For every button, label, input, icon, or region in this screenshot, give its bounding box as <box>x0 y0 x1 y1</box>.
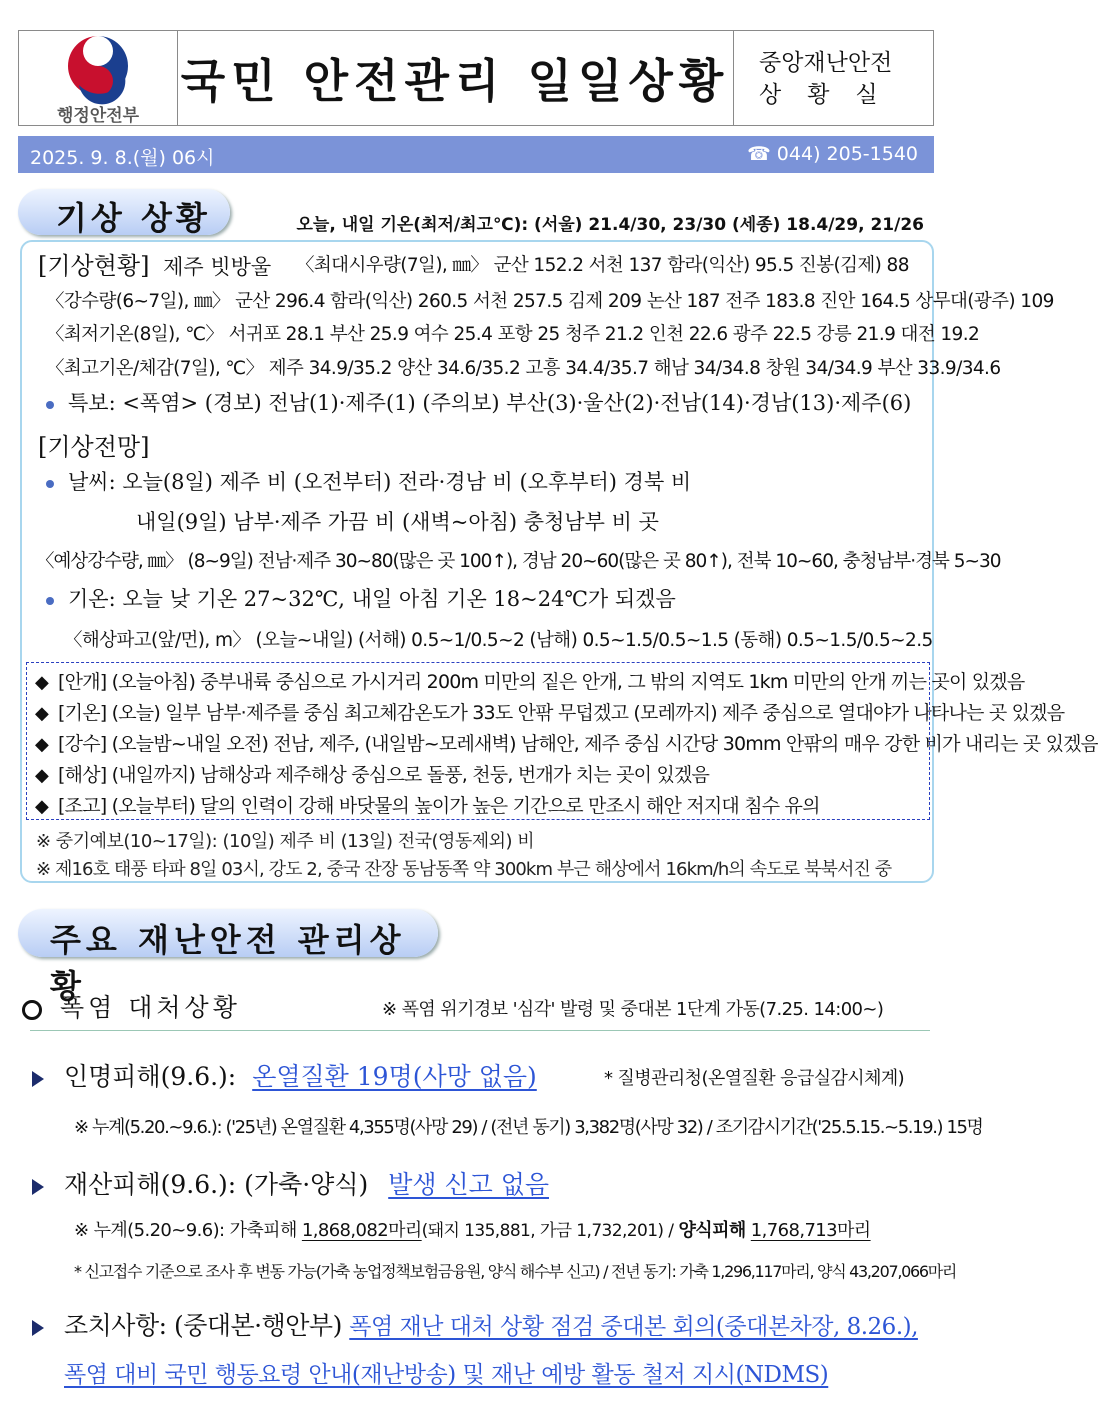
notice-item: ◆ [안개] (오늘아침) 중부내륙 중심으로 가시거리 200m 미만의 짙은 안개, 그 밖의 지역도 1km 미만의 안개 끼는 곳이 있겠음 <box>35 671 1025 693</box>
notice-box <box>26 662 1098 820</box>
triangle-bullet-icon <box>32 1179 44 1195</box>
office-line-1: 중앙재난안전 <box>759 50 893 76</box>
property-total-prefix: ※ 누계(5.20~9.6): 가축피해 <box>74 1220 297 1241</box>
notice-item: ◆ [강수] (오늘밤~내일 오전) 전남, 제주, (내일밤~모레새벽) 남해안, 제주 중심 시간당 30mm 안팎의 매우 강한 비가 내리는 곳 있겠음 <box>35 733 1098 755</box>
rainfall-totals: 〈강수량(6~7일), ㎜〉 군산 296.4 함라(익산) 260.5 서천 257.5 김제 209 논산 187 전주 183.8 진안 164.5 상무대(광주) 109 <box>46 291 1054 312</box>
min-temperatures: 〈최저기온(8일), ℃〉 서귀포 28.1 부산 25.9 여수 25.4 포항 25 청주 21.2 인천 22.6 광주 22.5 강릉 21.9 대전 19.2 <box>46 324 980 345</box>
notice-item: ◆ [해상] (내일까지) 남해상과 제주해상 중심으로 돌풍, 천둥, 번개가 치는 곳이 있겠음 <box>35 764 710 786</box>
weather-heading-pill <box>18 189 230 235</box>
heatwave-title: 폭염 대처상황 <box>60 993 241 1022</box>
temperature-forecast: 기온: 오늘 낮 기온 27~32℃, 내일 아침 기온 18~24℃가 되겠음 <box>68 587 676 611</box>
weather-tomorrow: 내일(9일) 남부·제주 가끔 비 (새벽~아침) 충청남부 비 곳 <box>136 510 659 534</box>
max-temperatures: 〈최고기온/체감(7일), ℃〉 제주 34.9/35.2 양산 34.6/35.2 고흥 34.4/35.7 해남 34/34.8 창원 34/34.9 부산 33.9/34.6 <box>46 358 1001 379</box>
property-value: 발생 신고 없음 <box>388 1170 549 1199</box>
casualty-label: 인명피해(9.6.): <box>64 1062 237 1091</box>
circle-bullet-icon <box>22 1000 42 1020</box>
wave-heights: 〈해상파고(앞/먼), m〉 (오늘~내일) (서해) 0.5~1/0.5~2 (남해) 0.5~1.5/0.5~1.5 (동해) 0.5~1.5/0.5~2.5 <box>64 630 933 651</box>
office-cell <box>733 31 933 125</box>
property-note: * 신고접수 기준으로 조사 후 변동 가능(가축 농업정책보험금융원, 양식 해수부 신고) / 전년 동기: 가축 1,296,117마리, 양식 43,207,066마리 <box>74 1262 957 1281</box>
temperature-forecast-row <box>46 583 676 613</box>
report-date: 2025. 9. 8.(월) 06시 <box>30 147 215 169</box>
title-cell <box>177 31 734 125</box>
diamond-icon: ◆ <box>35 796 49 817</box>
taegeuk-logo-icon <box>65 33 131 99</box>
property-row <box>32 1165 549 1201</box>
diamond-icon: ◆ <box>35 734 49 755</box>
fish-value: 1,768,713마리 <box>750 1220 871 1241</box>
casualty-value: 온열질환 19명(사망 없음) <box>252 1062 537 1091</box>
typhoon-note: ※ 제16호 태풍 타파 8일 03시, 강도 2, 중국 잔장 동남동쪽 약 300km 부근 해상에서 16km/h의 속도로 북북서진 중 <box>36 859 892 880</box>
weather-today-row <box>46 466 691 496</box>
expected-rain: 〈예상강수량, ㎜〉 (8~9일) 전남·제주 30~80(많은 곳 100↑), 경남 20~60(많은 곳 80↑), 전북 10~60, 충청남부·경북 5~30 <box>36 551 1001 572</box>
page-title: 국민 안전관리 일일상황 <box>180 54 730 108</box>
temperature-summary: 오늘, 내일 기온(최저/최고℃): (서울) 21.4/30, 23/30 (세종) 18.4/29, 21/26 <box>296 215 924 235</box>
action-line-1: 폭염 재난 대처 상황 점검 중대본 회의(중대본차장, 8.26.), <box>349 1314 918 1340</box>
office-line-2: 상황실 <box>759 82 904 108</box>
casualty-source: * 질병관리청(온열질환 응급실감시체계) <box>604 1068 905 1089</box>
current-weather-text: 제주 빗방울 <box>163 255 272 279</box>
mid-term-forecast: ※ 중기예보(10~17일): (10일) 제주 비 (13일) 전국(영동제외) 비 <box>36 831 535 852</box>
heat-alert: 특보: <폭염> (경보) 전남(1)·제주(1) (주의보) 부산(3)·울산(2)·전남(14)·경남(13)·제주(6) <box>68 391 912 415</box>
action-label: 조치사항: (중대본·행안부) <box>64 1311 342 1340</box>
office-name <box>759 47 904 111</box>
disaster-heading-pill <box>18 909 438 1005</box>
contact-phone: ☎ 044) 205-1540 <box>747 143 918 165</box>
heat-alert-row <box>46 387 911 417</box>
triangle-bullet-icon <box>32 1320 44 1336</box>
livestock-detail: (돼지 135,881, 가금 1,732,201) / <box>421 1221 674 1241</box>
livestock-value: 1,868,082마리 <box>301 1220 422 1241</box>
diamond-icon: ◆ <box>35 703 49 724</box>
bullet-icon <box>46 480 54 488</box>
diamond-icon: ◆ <box>35 672 49 693</box>
ministry-logo-text: 행정안전부 <box>56 106 140 126</box>
weather-today: 날씨: 오늘(8일) 제주 비 (오전부터) 전라·경남 비 (오후부터) 경북 비 <box>68 470 692 494</box>
notice-item: ◆ [기온] (오늘) 일부 남부·제주를 중심 최고체감온도가 33도 안팎 무덥겠고 (모레까지) 제주 중심으로 열대야가 나타나는 곳 있겠음 <box>35 702 1065 724</box>
action-line-2: 폭염 대비 국민 행동요령 안내(재난방송) 및 재난 예방 활동 철저 지시(NDMS) <box>64 1362 829 1388</box>
date-bar <box>18 136 934 173</box>
notice-item: ◆ [조고] (오늘부터) 달의 인력이 강해 바닷물의 높이가 높은 기간으로 만조시 해안 저지대 침수 유의 <box>35 795 820 817</box>
heatwave-title-row <box>22 988 241 1024</box>
heatwave-note: ※ 폭염 위기경보 '심각' 발령 및 중대본 1단계 가동(7.25. 14:00~) <box>382 999 884 1020</box>
bullet-icon <box>46 597 54 605</box>
weather-heading: 기상 상황 <box>56 199 211 237</box>
casualty-row <box>32 1057 537 1093</box>
triangle-bullet-icon <box>32 1071 44 1087</box>
document-header <box>18 30 934 126</box>
property-total-row <box>74 1216 871 1242</box>
diamond-icon: ◆ <box>35 765 49 786</box>
forecast-label: [기상전망] <box>38 433 150 461</box>
action-row <box>32 1306 918 1342</box>
current-weather-row <box>38 246 271 281</box>
logo-cell <box>19 31 178 125</box>
property-label: 재산피해(9.6.): (가축·양식) <box>64 1170 369 1199</box>
fish-label: 양식피해 <box>678 1220 746 1241</box>
casualty-total: ※ 누계(5.20.~9.6.): ('25년) 온열질환 4,355명(사망 29) / (전년 동기) 3,382명(사망 32) / 조기감시기간('25.5.15.~5.19.) 15명 <box>74 1117 983 1138</box>
max-hourly-rain: 〈최대시우량(7일), ㎜〉 군산 152.2 서천 137 함라(익산) 95.5 진봉(김제) 88 <box>296 255 909 276</box>
bullet-icon <box>46 401 54 409</box>
disaster-heading: 주요 재난안전 관리상황 <box>50 921 406 1005</box>
current-weather-label: [기상현황] <box>38 252 150 280</box>
divider <box>30 1030 930 1031</box>
